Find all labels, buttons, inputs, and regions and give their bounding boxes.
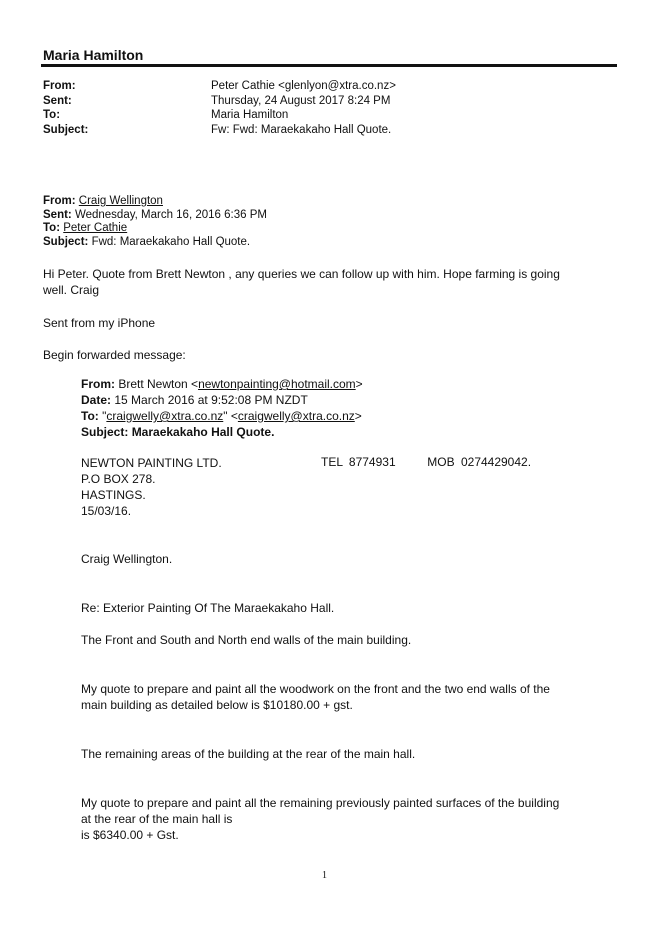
header-subject-row	[43, 123, 396, 138]
greeting-line2: well. Craig	[43, 283, 100, 297]
email-header	[43, 79, 396, 137]
fwd2-to-close: >	[354, 409, 362, 423]
letterhead-address	[81, 455, 222, 519]
city: HASTINGS.	[81, 488, 146, 502]
quote2-line3: is $6340.00 + Gst.	[81, 828, 179, 842]
quote2-line1: My quote to prepare and paint all the remaining previously painted surfaces of the building	[81, 796, 560, 810]
from-label: From:	[43, 80, 76, 92]
greeting	[43, 266, 560, 298]
header-rule	[41, 64, 617, 67]
subject-label: Subject:	[43, 123, 89, 136]
fwd2-from-label: From:	[81, 377, 115, 391]
header-to-row	[43, 108, 396, 123]
greeting-line1: Hi Peter. Quote from Brett Newton , any queries we can follow up with him. Hope farming is going	[43, 267, 560, 281]
quote2	[81, 795, 559, 843]
fwd2-to-email2-link[interactable]: craigwelly@xtra.co.nz	[237, 409, 355, 423]
fwd2-from-name: Brett Newton <	[118, 377, 199, 391]
fwd2-date-value: 15 March 2016 at 9:52:08 PM NZDT	[114, 393, 308, 407]
fwd1-to-link[interactable]: Peter Cathie	[63, 222, 128, 234]
fwd2-from-close: >	[355, 377, 363, 391]
fwd1-from-label: From:	[43, 195, 76, 207]
fwd1-sent-label: Sent:	[43, 208, 72, 221]
tel-number: TEL 8774931	[321, 455, 396, 469]
po-box: P.O BOX 278.	[81, 472, 156, 486]
fwd1-sent-value: Wednesday, March 16, 2016 6:36 PM	[74, 208, 267, 221]
from-value: Peter Cathie <glenlyon@xtra.co.nz>	[211, 80, 396, 92]
fwd1-subject-value: Fwd: Maraekakaho Hall Quote.	[91, 235, 251, 248]
company-name: NEWTON PAINTING LTD.	[81, 456, 222, 470]
fwd2-to-email1-link[interactable]: craigwelly@xtra.co.nz	[106, 409, 224, 423]
section1-heading: The Front and South and North end walls of the main building.	[81, 633, 412, 647]
mob-number: MOB 0274429042.	[427, 455, 532, 469]
letter-date: 15/03/16.	[81, 504, 132, 518]
forward1-header	[43, 195, 267, 249]
forward2-header	[81, 376, 363, 440]
quote2-line2: at the rear of the main hall is	[81, 812, 233, 826]
fwd2-subject-value: Maraekakaho Hall Quote.	[131, 425, 275, 439]
quote1-line2: main building as detailed below is $10180.00 + gst.	[81, 698, 353, 712]
quote1	[81, 681, 550, 713]
quote1-line1: My quote to prepare and paint all the woodwork on the front and the two end walls of the	[81, 682, 550, 696]
fwd2-from-email-link[interactable]: newtonpainting@hotmail.com	[198, 377, 356, 391]
header-from-row	[43, 79, 396, 94]
fwd2-to-label: To:	[81, 409, 99, 423]
page-number: 1	[322, 870, 327, 881]
contact-numbers	[321, 455, 531, 469]
sent-label: Sent:	[43, 94, 72, 107]
signature: Sent from my iPhone	[43, 316, 156, 330]
fwd2-date-label: Date:	[81, 393, 112, 407]
fwd2-to-mid: " <	[223, 409, 238, 423]
header-sent-row	[43, 94, 396, 109]
to-value: Maria Hamilton	[211, 109, 289, 121]
mailbox-owner: Maria Hamilton	[43, 47, 144, 63]
subject-value: Fw: Fwd: Maraekakaho Hall Quote.	[211, 123, 392, 136]
fwd2-subject-label: Subject:	[81, 425, 129, 439]
re-line: Re: Exterior Painting Of The Maraekakaho Hall.	[81, 601, 335, 615]
forward-intro: Begin forwarded message:	[43, 348, 186, 362]
to-label: To:	[43, 109, 61, 121]
fwd1-to-label: To:	[43, 222, 61, 234]
sent-value: Thursday, 24 August 2017 8:24 PM	[211, 94, 391, 107]
fwd2-to-quote-open: "	[102, 409, 107, 423]
section2-heading: The remaining areas of the building at the rear of the main hall.	[81, 747, 416, 761]
fwd1-subject-label: Subject:	[43, 235, 89, 248]
addressee: Craig Wellington.	[81, 552, 173, 566]
fwd1-from-link[interactable]: Craig Wellington	[78, 195, 163, 207]
